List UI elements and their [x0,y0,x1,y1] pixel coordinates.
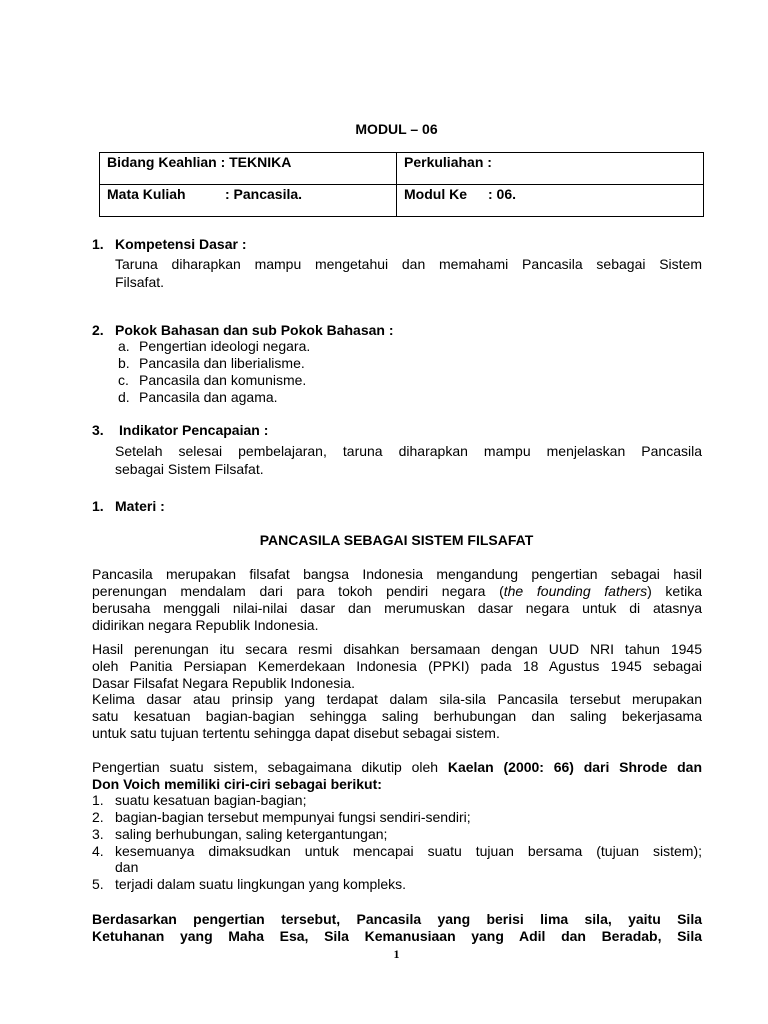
module-title: MODUL – 06 [355,121,438,137]
section-4-number: 1. [92,498,104,514]
section-3-line-1: Setelah selesai pembelajaran, taruna diharapkan mampu menjelaskan Pancasila [115,443,702,459]
section-2-heading: Pokok Bahasan dan sub Pokok Bahasan : [115,322,394,338]
para-3-line-1: Kelima dasar atau prinsip yang terdapat dalam sila-sila Pancasila tersebut merupakan [92,691,702,707]
section-1-number: 1. [92,236,104,252]
list-item: 2. bagian-bagian tersebut mempunyai fungsi sendiri-sendiri; [92,809,471,825]
list-item-continuation: dan [115,859,139,875]
para-5-line-2: Ketuhanan yang Maha Esa, Sila Kemanusiaan yang Adil dan Beradab, Sila [92,928,702,944]
list-item: a. Pengertian ideologi negara. [118,338,311,354]
para-1-line-1: Pancasila merupakan filsafat bangsa Indonesia mengandung pengertian sebagai hasil [92,566,702,582]
para-1-line-3: berusaha menggali nilai-nilai dasar dan merumuskan dasar negara untuk di atasnya [92,600,702,616]
para-2-line-3: Dasar Filsafat Negara Republik Indonesia. [92,675,356,691]
modul-ke-value: : 06. [488,186,517,202]
info-cell-bidang: Bidang Keahlian : TEKNIKA [100,153,397,185]
list-item: 1. suatu kesatuan bagian-bagian; [92,792,307,808]
modul-ke-label: Modul Ke [404,186,467,202]
list-item: b. Pancasila dan liberialisme. [118,355,305,371]
list-item: 4. kesemuanya dimaksudkan untuk mencapai suatu tujuan bersama (tujuan sistem); [92,843,702,859]
section-1-heading: Kompetensi Dasar : [115,236,247,252]
section-4-heading: Materi : [115,498,165,514]
para-2-line-1: Hasil perenungan itu secara resmi disahkan bersamaan dengan UUD NRI tahun 1945 [92,641,702,657]
list-item: 3. saling berhubungan, saling ketergantungan; [92,826,388,842]
section-3-heading: Indikator Pencapaian : [119,422,269,438]
para-5-line-1: Berdasarkan pengertian tersebut, Pancasila yang berisi lima sila, yaitu Sila [92,911,702,927]
info-table [99,152,704,217]
para-3-line-3: untuk satu tujuan tertentu sehingga dapat disebut sebagai sistem. [92,725,500,741]
mata-kuliah-label: Mata Kuliah [107,186,186,202]
info-cell-perkuliahan: Perkuliahan : [397,153,704,185]
para-2-line-2: oleh Panitia Persiapan Kemerdekaan Indonesia (PPKI) pada 18 Agustus 1945 sebagai [92,658,702,674]
section-3-line-2: sebagai Sistem Filsafat. [115,461,264,477]
para-1-line-4: didirikan negara Republik Indonesia. [92,617,319,633]
para-3-line-2: satu kesatuan bagian-bagian sehingga saling berhubungan dan saling bekerjasama [92,708,702,724]
section-3-number: 3. [92,422,104,438]
list-item: 5. terjadi dalam suatu lingkungan yang kompleks. [92,876,407,892]
section-2-number: 2. [92,322,104,338]
list-item: d. Pancasila dan agama. [118,389,278,405]
citation-bold: Kaelan (2000: 66) dari Shrode dan [447,759,703,775]
para-1-line-2: perenungan mendalam dari para tokoh pendiri negara (the founding fathers) ketika [92,583,703,599]
section-title: PANCASILA SEBAGAI SISTEM FILSAFAT [259,532,534,548]
section-1-line-2: Filsafat. [115,274,165,290]
list-item: c. Pancasila dan komunisme. [118,372,307,388]
info-cell-mata-kuliah [100,185,397,217]
mata-kuliah-value: : Pancasila. [225,186,303,202]
founding-fathers-italic: the founding fathers [503,583,648,599]
page-number: 1 [393,947,400,961]
para-4-line-2: Don Voich memiliki ciri-ciri sebagai berikut: [92,776,382,792]
para-4-line-1: Pengertian suatu sistem, sebagaimana dikutip oleh Kaelan (2000: 66) dari Shrode dan [92,759,703,775]
info-cell-modul-ke [397,185,704,217]
section-1-line-1: Taruna diharapkan mampu mengetahui dan memahami Pancasila sebagai Sistem [115,256,702,272]
